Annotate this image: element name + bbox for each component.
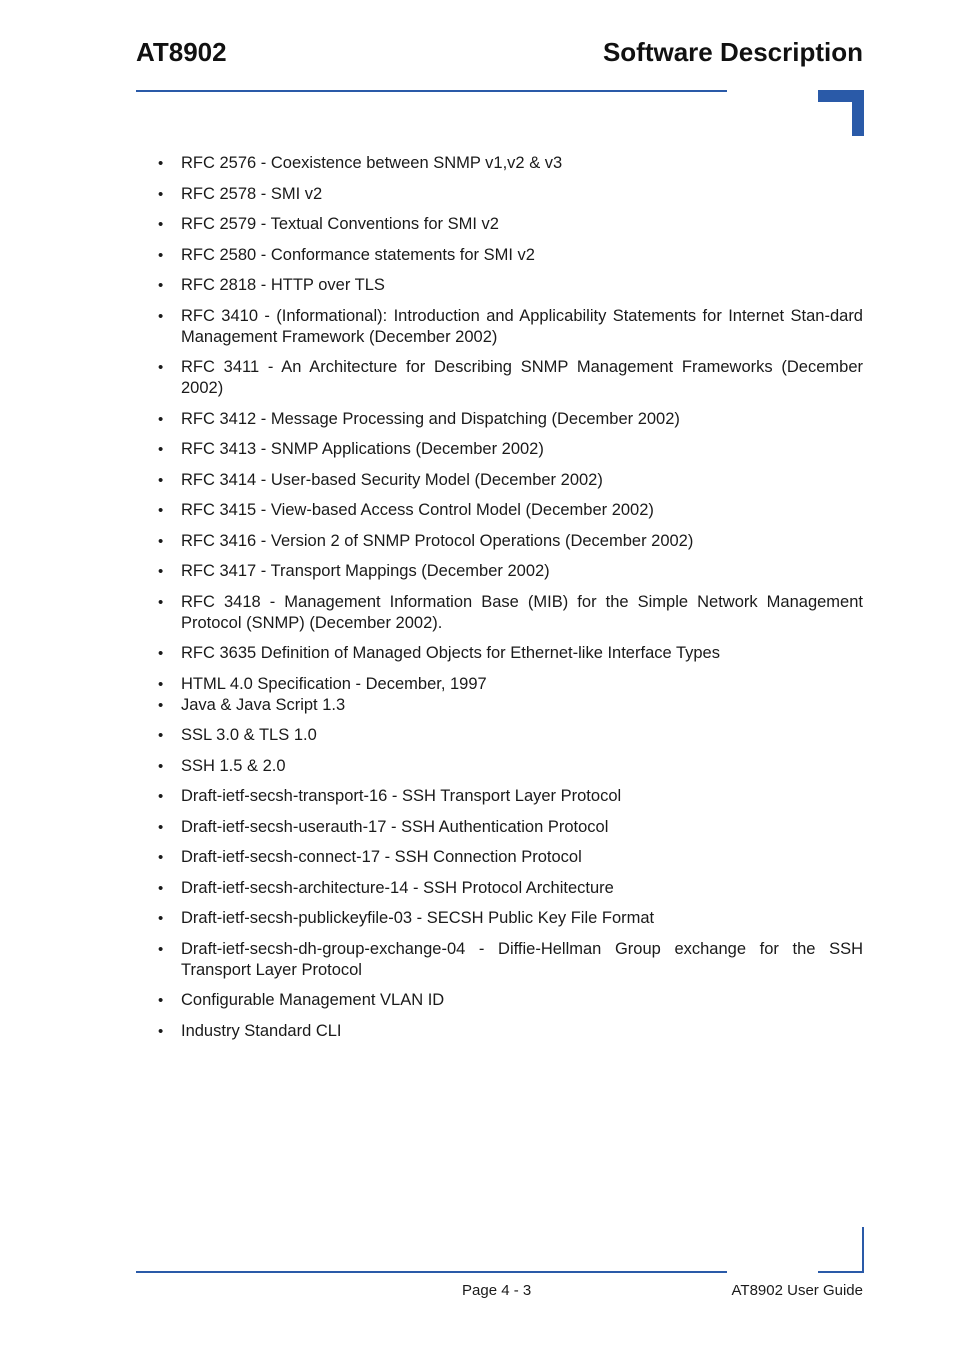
list-item-text: RFC 2818 - HTTP over TLS xyxy=(181,276,385,294)
bullet-icon: • xyxy=(158,216,164,233)
section-title: Software Description xyxy=(602,37,863,67)
list-item xyxy=(156,939,863,981)
list-item-text: RFC 3414 - User-based Security Model (December 2002) xyxy=(181,470,603,489)
bullet-icon: • xyxy=(158,441,164,458)
list-item xyxy=(156,592,863,634)
bullet-icon: • xyxy=(158,992,164,1009)
list-item xyxy=(156,561,863,582)
list-item xyxy=(156,245,863,266)
list-item-text: RFC 2580 - Conformance statements for SMI v2 xyxy=(181,245,535,264)
list-item xyxy=(156,695,863,716)
list-item-text: RFC 3635 Definition of Managed Objects for Ethernet-like Interface Types xyxy=(181,644,720,662)
bullet-icon: • xyxy=(158,277,164,294)
list-item-text: Draft-ietf-secsh-publickeyfile-03 - SECSH Public Key File Format xyxy=(181,909,655,927)
footer-divider xyxy=(136,1271,727,1273)
bullet-icon: • xyxy=(158,155,164,172)
list-item-text: RFC 3416 - Version 2 of SNMP Protocol Operations (December 2002) xyxy=(181,531,694,550)
list-item xyxy=(156,306,863,348)
bullet-icon: • xyxy=(158,307,164,325)
bullet-icon: • xyxy=(158,757,164,775)
list-item xyxy=(156,817,863,838)
list-item xyxy=(156,725,863,746)
list-item xyxy=(156,184,863,205)
list-item-text: HTML 4.0 Specification - December, 1997 xyxy=(181,674,487,693)
footer-corner-tick xyxy=(862,1227,864,1273)
bullet-icon: • xyxy=(158,593,164,611)
bullet-icon: • xyxy=(158,502,164,519)
corner-bracket-icon xyxy=(818,90,864,136)
bullet-icon: • xyxy=(158,645,164,662)
list-item xyxy=(156,439,863,460)
list-item xyxy=(156,847,863,868)
page-number: Page 4 - 3 xyxy=(462,1282,532,1299)
bullet-icon: • xyxy=(158,563,164,580)
bullet-icon: • xyxy=(158,471,164,489)
bullet-icon: • xyxy=(158,910,164,927)
bullet-icon: • xyxy=(158,879,164,897)
list-item-text: Java & Java Script 1.3 xyxy=(181,695,346,714)
list-item xyxy=(156,531,863,552)
list-item-text: RFC 3412 - Message Processing and Dispatching (December 2002) xyxy=(181,409,680,428)
list-item xyxy=(156,674,863,695)
bullet-icon: • xyxy=(158,532,164,550)
list-item-text: RFC 2576 - Coexistence between SNMP v1,v2 & v3 xyxy=(181,154,563,172)
bullet-icon: • xyxy=(158,1022,164,1040)
bullet-icon: • xyxy=(158,788,164,805)
list-item-text: SSH 1.5 & 2.0 xyxy=(181,756,286,775)
list-item xyxy=(156,990,863,1011)
list-item-text: RFC 3415 - View-based Access Control Model (December 2002) xyxy=(181,501,654,519)
corner-bracket-side xyxy=(852,90,864,136)
list-item xyxy=(156,908,863,929)
list-item-text: Industry Standard CLI xyxy=(181,1021,342,1040)
list-item-text: Draft-ietf-secsh-transport-16 - SSH Transport Layer Protocol xyxy=(181,787,622,805)
footer-corner-base xyxy=(818,1271,864,1273)
list-item-text: RFC 3410 - (Informational): Introduction and Applicability Statements for Internet Stan-dard Management Framework (December 2002) xyxy=(181,306,863,346)
list-item-text: RFC 3417 - Transport Mappings (December 2002) xyxy=(181,562,550,580)
list-item-text: RFC 2579 - Textual Conventions for SMI v2 xyxy=(181,215,499,233)
bullet-icon: • xyxy=(158,849,164,866)
list-item xyxy=(156,357,863,399)
list-item-text: Draft-ietf-secsh-userauth-17 - SSH Authentication Protocol xyxy=(181,817,609,836)
list-item xyxy=(156,470,863,491)
list-item-text: Draft-ietf-secsh-architecture-14 - SSH Protocol Architecture xyxy=(181,878,614,897)
list-item xyxy=(156,214,863,235)
list-item xyxy=(156,878,863,899)
bullet-icon: • xyxy=(158,696,164,714)
bullet-icon: • xyxy=(158,410,164,428)
list-item-text: RFC 3413 - SNMP Applications (December 2002) xyxy=(181,440,544,458)
bullet-icon: • xyxy=(158,818,164,836)
list-item xyxy=(156,500,863,521)
main-content xyxy=(156,153,863,1051)
header-divider xyxy=(136,90,727,92)
bullet-icon: • xyxy=(158,675,164,693)
list-item xyxy=(156,1021,863,1042)
list-item xyxy=(156,153,863,174)
bullet-icon: • xyxy=(158,359,164,376)
bullet-icon: • xyxy=(158,940,164,958)
list-item xyxy=(156,786,863,807)
standards-list xyxy=(156,153,863,1042)
list-item-text: Draft-ietf-secsh-connect-17 - SSH Connection Protocol xyxy=(181,848,582,866)
list-item-text: RFC 3411 - An Architecture for Describing SNMP Management Frameworks (December 2002) xyxy=(181,358,863,397)
list-item xyxy=(156,643,863,664)
product-title: AT8902 xyxy=(136,37,227,67)
bullet-icon: • xyxy=(158,246,164,264)
list-item-text: Draft-ietf-secsh-dh-group-exchange-04 - Diffie-Hellman Group exchange for the SSH Transport Layer Protocol xyxy=(181,939,863,979)
list-item-text: RFC 2578 - SMI v2 xyxy=(181,184,323,203)
list-item xyxy=(156,409,863,430)
list-item xyxy=(156,756,863,777)
bullet-icon: • xyxy=(158,185,164,203)
list-item-text: SSL 3.0 & TLS 1.0 xyxy=(181,726,317,744)
guide-name: AT8902 User Guide xyxy=(731,1282,863,1299)
bullet-icon: • xyxy=(158,727,164,744)
list-item-text: Configurable Management VLAN ID xyxy=(181,991,445,1009)
list-item xyxy=(156,275,863,296)
list-item-text: RFC 3418 - Management Information Base (MIB) for the Simple Network Management Protocol (SNMP) (December 2002). xyxy=(181,592,863,632)
